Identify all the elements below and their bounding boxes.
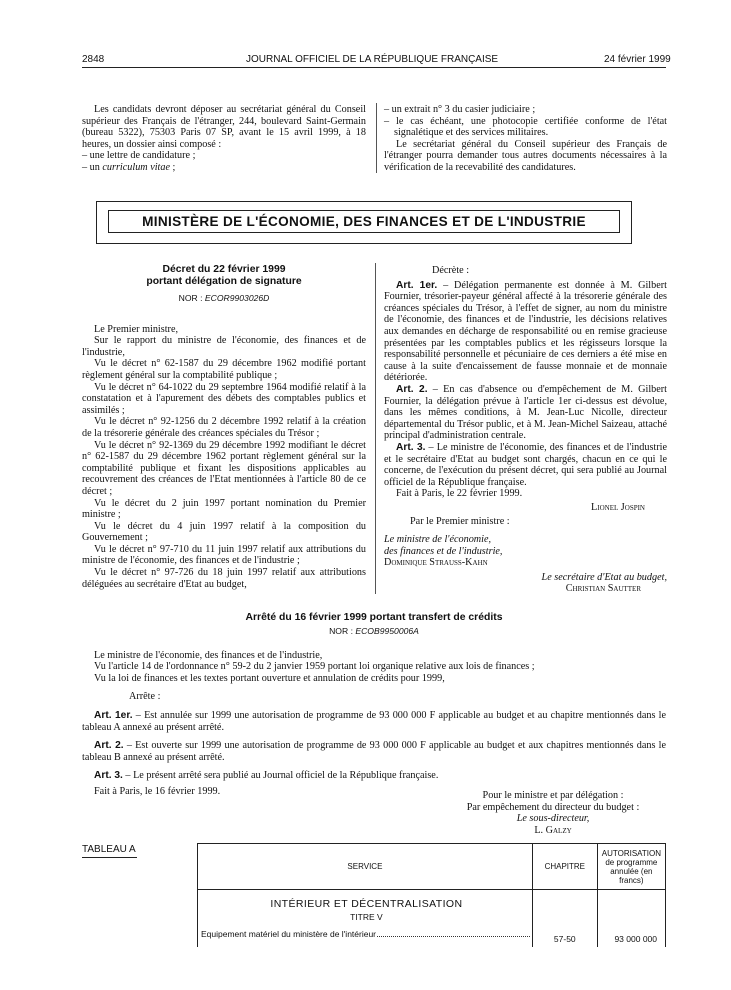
decret-article-1: Art. 1er. – Délégation permanente est donnée à M. Gilbert Fournier, trésorier-payeur général affecté à la trésorerie générale des créances spéciales du Trésor, à l'effet de signer, au nom du ministre de l'économie, des finances et de l'industrie, les décisions relatives aux demandes en décharge de responsabilité ou en remise gracieuse présentées par les comptables publics et les régisseurs lorsque la responsabilité personnelle et pécuniaire de ces derniers a été mise en cause à la suite d'encaissement de fausse monnaie et de monnaie détériorée.: [384, 279, 667, 384]
visa: Vu le décret n° 92-1256 du 2 décembre 1992 relatif à la création de la trésorerie générale des créances spéciales du Trésor ;: [82, 416, 366, 439]
secretary-name: Christian Sautter: [565, 583, 641, 595]
visa: Vu le décret n° 97-726 du 18 juin 1997 relatif aux attributions déléguées au secrétaire d'Etat au budget,: [82, 567, 366, 590]
journal-title: JOURNAL OFFICIEL DE LA RÉPUBLIQUE FRANÇAISE: [246, 54, 499, 65]
arrete-article-1: Art. 1er. – Est annulée sur 1999 une autorisation de programme de 93 000 000 F applicable au budget et au chapitre mentionnés dans le tableau A annexé au présent arrêté.: [82, 709, 666, 733]
arrete-article-2: Art. 2. – Est ouverte sur 1999 une autorisation de programme de 93 000 000 F applicable au budget et aux chapitres mentionnés dans le tableau B annexé au présent arrêté.: [82, 740, 666, 763]
secretary-role: Le secrétaire d'Etat au budget,: [541, 571, 667, 583]
amount-cell: 93 000 000: [597, 890, 665, 947]
decret-left-column: [82, 264, 366, 590]
visa: Vu le décret n° 97-710 du 11 juin 1997 relatif aux attributions du ministre de l'économie, des finances et de l'industrie ;: [82, 543, 366, 567]
issue-date: 24 février 1999: [604, 54, 671, 65]
candidates-paragraph: Les candidats devront déposer au secrétariat général du Conseil supérieur des Français de l'étranger, 244, boulevard Saint-Germain (bureau 5322), 75303 Paris 07 SP, avant le 15 avril 1999, à 18 heures, un dossier ainsi composé :: [82, 104, 366, 150]
arrete-nor: NOR : ECOB9950006A: [329, 626, 419, 636]
decret-fait: Fait à Paris, le 22 février 1999.: [396, 488, 523, 500]
list-item: – le cas échéant, une photocopie certifiée conforme de l'état signalétique et des services militaires.: [384, 115, 667, 139]
tableau-a: [197, 843, 666, 947]
signature-name: L. Galzy: [534, 824, 572, 836]
signer-jospin: Lionel Jospin: [591, 501, 645, 513]
service-cell: [198, 890, 533, 947]
arrete-article-3: Art. 3. – Le présent arrêté sera publié au Journal officiel de la République française.: [94, 770, 439, 782]
arrete-title: Arrêté du 16 février 1999 portant transfert de crédits: [245, 612, 503, 623]
arrete-section: [82, 612, 666, 798]
header-rule: [82, 67, 666, 68]
table-row: [198, 890, 666, 947]
arrete-word: Arrête :: [129, 691, 161, 703]
arrete-fait: Fait à Paris, le 16 février 1999.: [94, 785, 221, 797]
page-number: 2848: [82, 54, 105, 65]
minister-role: des finances et de l'industrie,: [384, 545, 503, 557]
table-header-row: [198, 844, 666, 890]
column-divider: [376, 103, 377, 173]
ministry-title: MINISTÈRE DE L'ÉCONOMIE, DES FINANCES ET DE L'INDUSTRIE: [142, 213, 586, 229]
titre-label: TITRE V: [350, 912, 383, 922]
arrete-intro: Le ministre de l'économie, des finances et de l'industrie,: [94, 649, 323, 661]
header-chapitre: CHAPITRE: [532, 844, 597, 890]
decret-right-column: [384, 265, 667, 595]
secretariat-paragraph: Le secrétariat général du Conseil supérieur des Français de l'étranger pourra demander tous autres documents nécessaires à la vérification de la recevabilité des candidatures.: [384, 138, 667, 173]
decret-intro: Le Premier ministre,: [94, 323, 179, 335]
signature-line: Par empêchement du directeur du budget :: [466, 801, 640, 813]
arrete-intro: Vu l'article 14 de l'ordonnance n° 59-2 du 2 janvier 1959 portant loi organique relative aux lois de finances ;: [94, 661, 535, 673]
decret-title: Décret du 22 février 1999 portant délégation de signature: [146, 264, 302, 287]
decrete: Décrète :: [432, 265, 470, 276]
decret-article-3: Art. 3. – Le ministre de l'économie, des finances et de l'industrie et le secrétaire d'Etat au budget sont chargés, chacun en ce qui le concerne, de l'exécution du présent décret, qui sera publié au Journal officiel de la République française.: [384, 441, 667, 488]
arrete-intro: Vu la loi de finances et les textes portant ouverture et annulation de crédits pour 1999,: [94, 672, 445, 684]
ministry-banner-frame: [96, 201, 632, 244]
arrete-signature: [440, 790, 666, 836]
decret-nor: NOR : ECOR9903026D: [178, 293, 270, 303]
section-title: INTÉRIEUR ET DÉCENTRALISATION: [270, 898, 463, 910]
chapitre-cell: 57-50: [532, 890, 597, 947]
visa: Vu le décret n° 92-1369 du 29 décembre 1992 modifiant le décret n° 62-1587 du 29 décembre 1962 portant règlement général sur la comptabilité publique et fixant les dispositions applicables au recouvrement des créances de l'Etat mentionnées à l'article 80 de ce décret ;: [82, 439, 366, 497]
visa: Vu le décret n° 62-1587 du 29 décembre 1962 modifié portant règlement général sur la comptabilité publique ;: [82, 358, 366, 381]
list-item: – un extrait n° 3 du casier judiciaire ;: [384, 104, 536, 115]
minister-name: Dominique Strauss-Kahn: [384, 557, 488, 569]
visa: Vu le décret du 2 juin 1997 portant nomination du Premier ministre ;: [82, 497, 366, 521]
decret-article-2: Art. 2. – En cas d'absence ou d'empêchement de M. Gilbert Fournier, la délégation prévue à l'article 1er ci-dessus est dévolue, dans les mêmes conditions, à M. Jean-Luc Nicolle, directeur départemental du Trésor public, et à M. Jean-Michel Saizeau, attaché principal d'administration centrale.: [384, 383, 667, 442]
row-label: Equipement matériel du ministère de l'intérieur: [201, 930, 532, 939]
header-service: SERVICE: [198, 844, 533, 890]
list-item: – une lettre de candidature ;: [82, 150, 196, 162]
top-left-column: [82, 104, 366, 174]
column-divider: [375, 263, 376, 594]
visa: Sur le rapport du ministre de l'économie, des finances et de l'industrie,: [82, 335, 366, 358]
header-autorisation: AUTORISATION de programme annulée (en francs): [597, 844, 665, 890]
tableau-label: TABLEAU A: [82, 844, 136, 855]
visa: Vu le décret n° 64-1022 du 29 septembre 1964 modifié relatif à la constatation et à l'apurement des débets des comptables publics et assimilés ;: [82, 381, 366, 416]
tableau-label-rule: [82, 857, 137, 858]
par-premier-ministre: Par le Premier ministre :: [410, 516, 510, 528]
top-right-column: [384, 104, 667, 174]
signature-line: Pour le ministre et par délégation :: [482, 790, 624, 801]
list-item: – un curriculum vitae ;: [82, 161, 176, 173]
signature-line: Le sous-directeur,: [516, 813, 590, 825]
visa: Vu le décret du 4 juin 1997 relatif à la composition du Gouvernement ;: [82, 520, 366, 544]
minister-role: Le ministre de l'économie,: [384, 534, 492, 546]
